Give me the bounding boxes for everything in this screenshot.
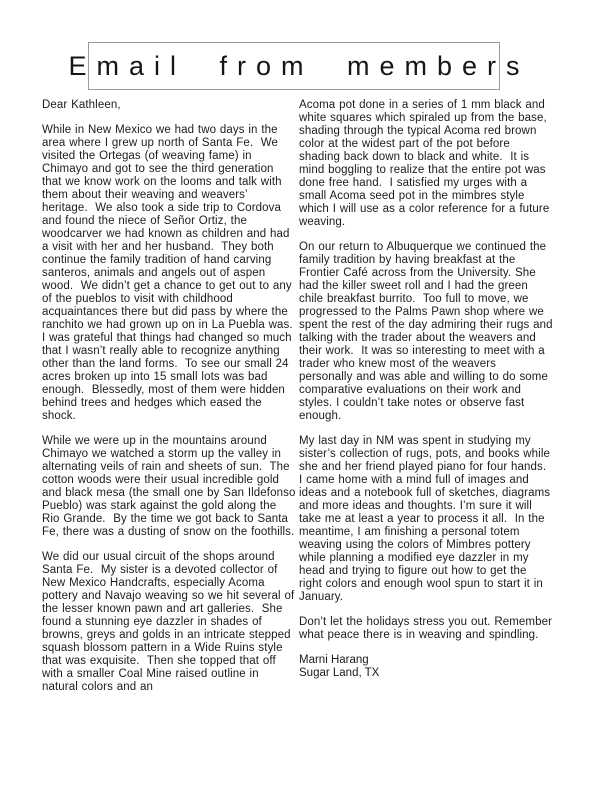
paragraph: We did our usual circuit of the shops around Santa Fe. My sister is a devoted collector of New Mexico Handcrafts, especially Acoma pottery and Navajo weaving so we hit several of the lesser known pawn and art galleries. She found a stunning eye dazzler in shades of browns, greys and golds in an intricate stepped squash blossom pattern in a Wide Ruins style that was exquisite. Then she topped that off with a smaller Coal Mine raised outline in natural colors and an (42, 551, 299, 693)
signature (299, 654, 553, 680)
signature-location: Sugar Land, TX (299, 667, 380, 679)
paragraph: On our return to Albuquerque we continued the family tradition by having breakfast at the Frontier Café across from the University. She had the killer sweet roll and I had the green chile breakfast burrito. Too full to move, we progressed to the Palms Pawn shop where we spent the rest of the day admiring their rugs and talking with the trader about the weavers and their work. It was so interesting to meet with a trader who knew most of the weavers personally and was able and willing to do some comparative evaluations on their work and styles. I couldn’t take notes or observe fast enough. (299, 241, 557, 422)
paragraph: Acoma pot done in a series of 1 mm black and white squares which spiraled up from the base, shading through the typical Acoma red brown color at the widest part of the pot before shading back down to black and white. It is mind boggling to realize that the entire pot was done free hand. I satisfied my urges with a small Acoma seed pot in the mimbres style which I will use as a color reference for a future weaving. (299, 99, 554, 228)
column-right (299, 99, 557, 680)
paragraph: While in New Mexico we had two days in the area where I grew up north of Santa Fe. We visited the Ortegas (of weaving fame) in Chimayo and got to see the third generation that we know work on the looms and talk with them about their weaving and weavers’ heritage. We also took a side trip to Cordova and found the niece of Señor Ortiz, the woodcarver we had known as children and had a visit with her and her husband. They both continue the family tradition of hand carving santeros, animals and angels out of aspen wood. We didn’t get a chance to get out to any of the pueblos to visit with childhood acquaintances there but did pass by where the ranchito we had grown up on in La Puebla was. I was grateful that things had changed so much that I wasn’t really able to recognize anything other than the land forms. To see our small 24 acres broken up into 15 small lots was bad enough. Blessedly, most of them were hidden behind trees and hedges which eased the shock. (42, 124, 301, 422)
paragraphs-right (299, 99, 557, 642)
paragraph: While we were up in the mountains around Chimayo we watched a storm up the valley in alternating veils of rain and sheets of sun. The cotton woods were their usual incredible gold and black mesa (the small one by San Ildefonso Pueblo) was stark against the gold along the Rio Grande. By the time we got back to Santa Fe, there was a dusting of snow on the foothills. (42, 435, 300, 538)
column-left (42, 99, 301, 706)
paragraph: Dear Kathleen, (42, 99, 121, 111)
paragraph: My last day in NM was spent in studying my sister’s collection of rugs, pots, and books while she and her friend played piano for four hands. I came home with a mind full of images and ideas and a notebook full of sketches, diagrams and more ideas and thoughts. I’m sure it will take me at least a year to process it all. In the meantime, I am finishing a personal totem weaving using the colors of Mimbres pottery while planning a modified eye dazzler in my head and trying to figure out how to get the right colors and enough wool spun to start it in January. (299, 435, 554, 603)
page-title: Email from members (68, 50, 530, 81)
paragraphs-left (42, 99, 301, 694)
paragraph: Don’t let the holidays stress you out. Remember what peace there is in weaving and spindling. (299, 616, 556, 641)
signature-name: Marni Harang (299, 654, 369, 666)
title-box (68, 42, 530, 90)
